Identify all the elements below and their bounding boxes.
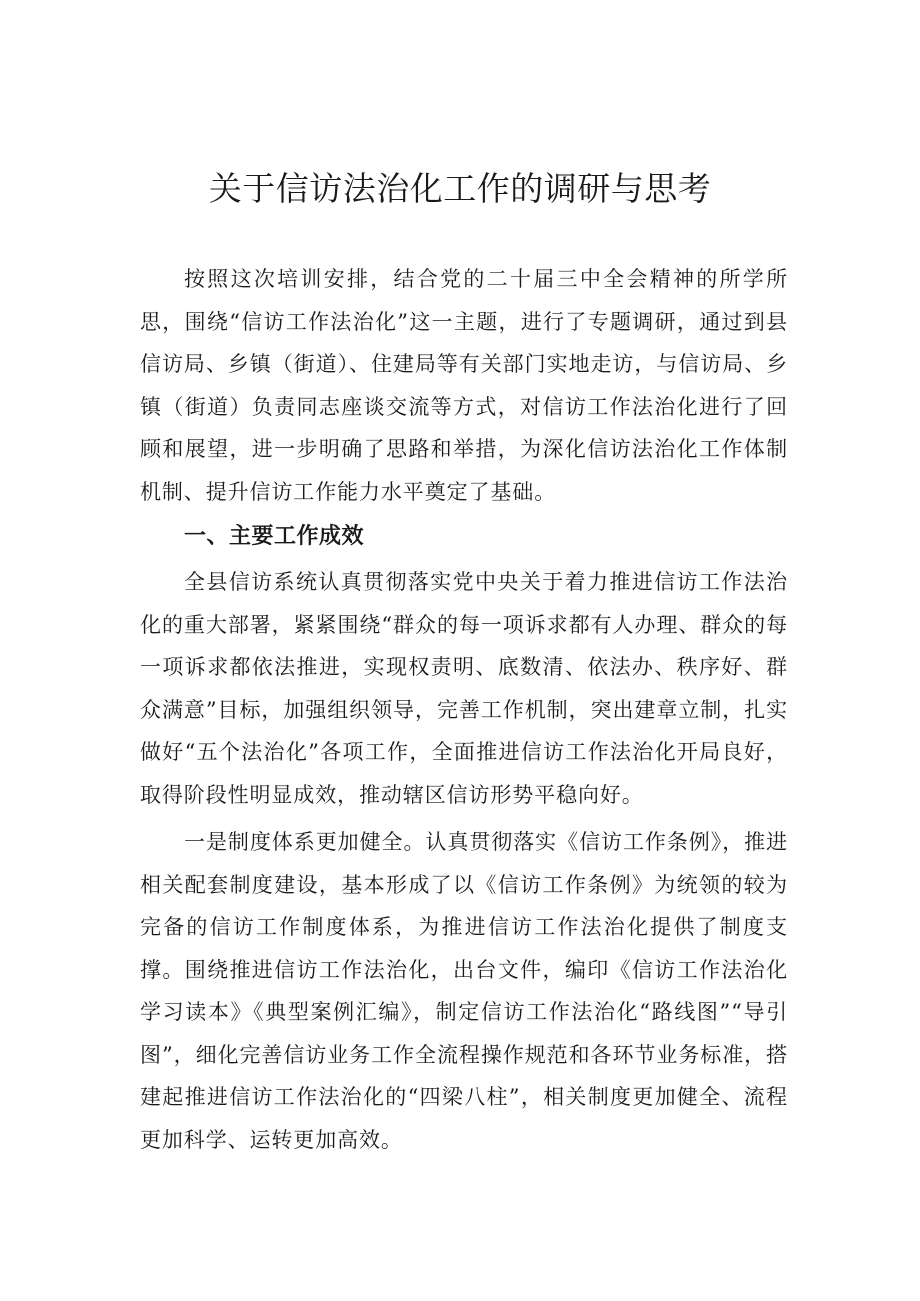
- section-heading: 一、主要工作成效: [184, 524, 365, 549]
- achievements-paragraph: 全县信访系统认真贯彻落实党中央关于着力推进信访工作法治化的重大部署，紧紧围绕“群众的每一项诉求都有人办理、群众的每一项诉求都依法推进，实现权责明、底数清、依法办、秩序好、群众满意”目标，加强组织领导，完善工作机制，突出建章立制，扎实做好“五个法治化”各项工作，全面推进信访工作法治化开局良好，取得阶段性明显成效，推动辖区信访形势平稳向好。: [140, 570, 788, 807]
- system-paragraph: 一是制度体系更加健全。认真贯彻落实《信访工作条例》，推进相关配套制度建设，基本形成了以《信访工作条例》为统领的较为完备的信访工作制度体系，为推进信访工作法治化提供了制度支撑。围绕推进信访工作法治化，出台文件，编印《信访工作法治化学习读本》《典型案例汇编》，制定信访工作法治化“路线图”“导引图”，细化完善信访业务工作全流程操作规范和各环节业务标准，搭建起推进信访工作法治化的“四梁八柱”，相关制度更加健全、流程更加科学、运转更加高效。: [140, 830, 788, 1152]
- document-title: 关于信访法治化工作的调研与思考: [208, 169, 712, 208]
- intro-paragraph: 按照这次培训安排，结合党的二十届三中全会精神的所学所思，围绕“信访工作法治化”这一主题，进行了专题调研，通过到县信访局、乡镇（街道）、住建局等有关部门实地走访，与信访局、乡镇（街道）负责同志座谈交流等方式，对信访工作法治化进行了回顾和展望，进一步明确了思路和举措，为深化信访法治化工作体制机制、提升信访工作能力水平奠定了基础。: [140, 267, 788, 504]
